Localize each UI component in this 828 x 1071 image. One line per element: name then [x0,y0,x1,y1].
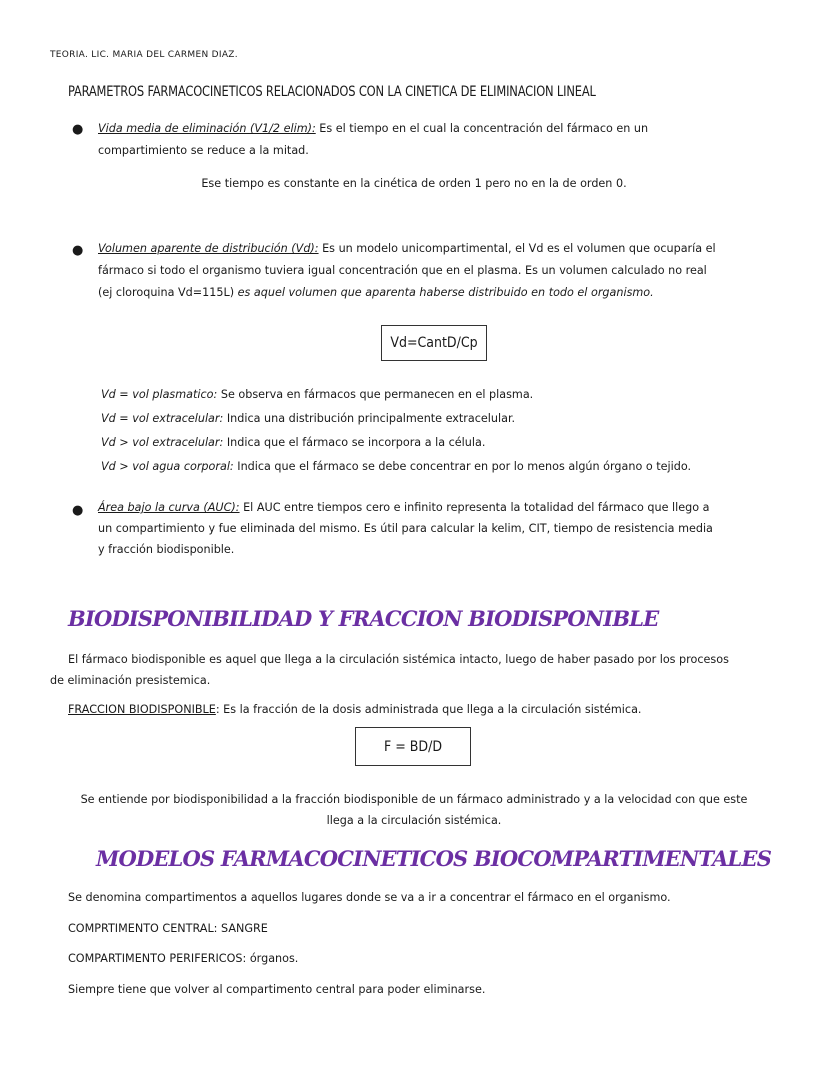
auc-text-2: un compartimiento y fue eliminada del mismo. Es útil para calcular la kelim, CIT, tiempo de resistencia media [98,522,713,535]
vd-criteria-term: Vd > vol extracelular: [101,436,224,449]
volumen-text-1: Es un modelo unicompartimental, el Vd es el volumen que ocuparía el [318,242,716,255]
vd-criteria-term: Vd = vol plasmatico: [101,388,218,401]
biodisponible-text-1: El fármaco biodisponible es aquel que llega a la circulación sistémica intacto, luego de haber pasado por los procesos [68,653,729,666]
eliminacion-text: Siempre tiene que volver al compartimento central para poder eliminarse. [68,983,486,996]
definition-text-2: llega a la circulación sistémica. [326,814,502,827]
auc-term: Área bajo la curva (AUC): [98,501,240,514]
section-title-modelos: MODELOS FARMACOCINETICOS BIOCOMPARTIMENTALES [96,846,772,871]
vida-media-note: Ese tiempo es constante en la cinética de orden 1 pero no en la de orden 0. [201,177,627,190]
auc-paragraph [98,497,798,560]
vd-criteria-item [101,455,801,479]
volumen-text-3b: es aquel volumen que aparenta haberse distribuido en todo el organismo. [237,286,654,299]
formula-f-box: F = BD/D [355,727,471,766]
vd-criteria-item [101,383,801,407]
formula-vd-box: Vd=CantD/Cp [381,325,487,361]
vd-criteria-item [101,407,801,431]
definition-text-1: Se entiende por biodisponibilidad a la fracción biodisponible de un fármaco administrado y a la velocidad con que este [80,793,748,806]
vida-media-paragraph [98,118,798,162]
author-header: TEORIA. LIC. MARIA DEL CARMEN DIAZ. [50,50,238,60]
section-title-biodisponibilidad: BIODISPONIBILIDAD Y FRACCION BIODISPONIBLE [68,606,659,631]
auc-text-3: y fracción biodisponible. [98,543,235,556]
fraccion-line [68,699,808,721]
vida-media-text-1: Es el tiempo en el cual la concentración del fármaco en un [315,122,649,135]
bullet-icon: ● [72,243,84,258]
vd-criteria-term: Vd = vol extracelular: [101,412,224,425]
vida-media-term: Vida media de eliminación (V1/2 elim): [98,122,316,135]
volumen-term: Volumen aparente de distribución (Vd): [98,242,319,255]
volumen-text-3a: (ej cloroquina Vd=115L) [98,286,238,299]
biodisponible-paragraph [50,649,790,691]
fraccion-text: : Es la fracción de la dosis administrada que llega a la circulación sistémica. [215,703,642,716]
fraccion-term: FRACCION BIODISPONIBLE [68,703,216,716]
vd-criteria-text: Indica que el fármaco se debe concentrar en por lo menos algún órgano o tejido. [233,460,692,473]
compartimento-perifericos-text: COMPARTIMENTO PERIFERICOS: órganos. [68,952,299,965]
vd-criteria-text: Se observa en fármacos que permanecen en el plasma. [217,388,534,401]
bullet-icon: ● [72,503,84,518]
volumen-paragraph [98,238,798,304]
bullet-icon: ● [72,122,84,137]
biodisponibilidad-definition [40,789,788,831]
vd-criteria-item [101,431,801,455]
compartimento-central-text: COMPRTIMENTO CENTRAL: SANGRE [68,922,268,935]
section-title-parametros: PARAMETROS FARMACOCINETICOS RELACIONADOS CON LA CINETICA DE ELIMINACION LINEAL [68,84,596,100]
biodisponible-text-2: de eliminación presistemica. [50,674,211,687]
vida-media-text-2: compartimiento se reduce a la mitad. [98,144,309,157]
volumen-text-2: fármaco si todo el organismo tuviera igual concentración que en el plasma. Es un volumen calculado no real [98,264,707,277]
auc-text-1: El AUC entre tiempos cero e infinito representa la totalidad del fármaco que llego a [239,501,710,514]
vd-criteria-text: Indica una distribución principalmente extracelular. [223,412,516,425]
compartimentos-text: Se denomina compartimentos a aquellos lugares donde se va a ir a concentrar el fármaco en el organismo. [68,891,671,904]
vd-criteria-text: Indica que el fármaco se incorpora a la célula. [223,436,486,449]
vd-criteria-list [101,383,801,479]
vd-criteria-term: Vd > vol agua corporal: [101,460,234,473]
